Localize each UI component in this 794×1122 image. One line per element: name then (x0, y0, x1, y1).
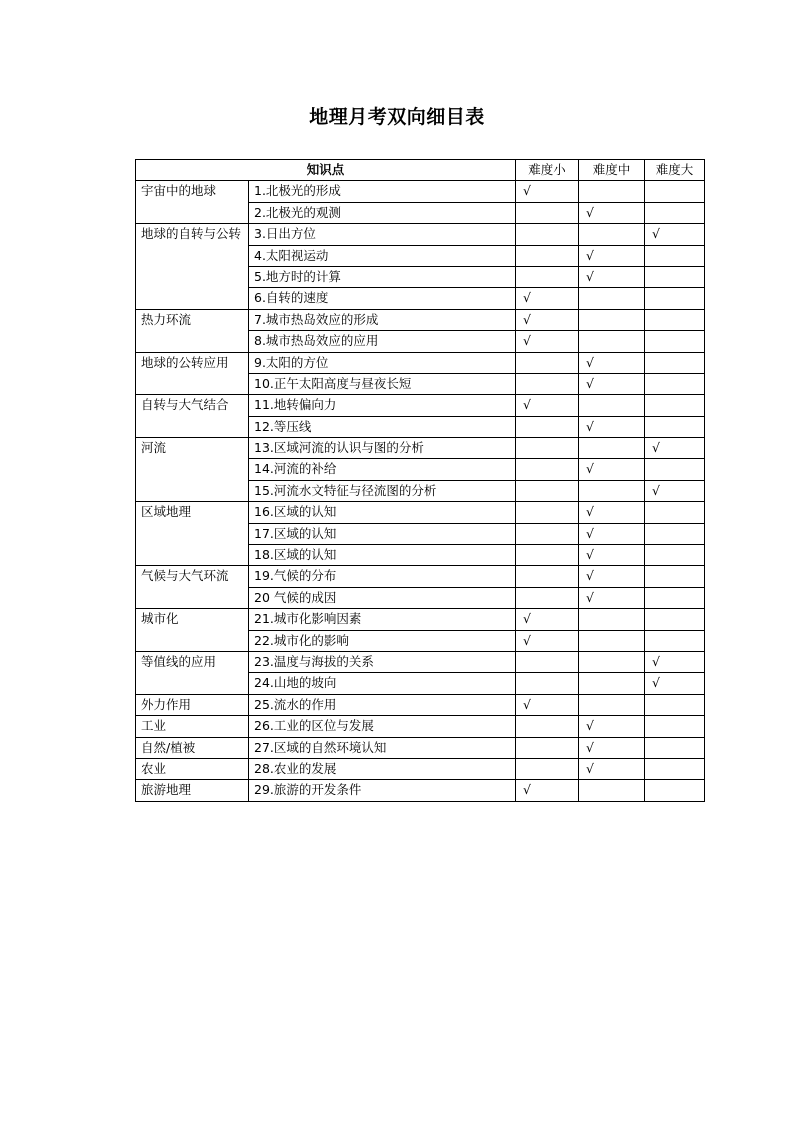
difficulty-easy-cell (516, 266, 579, 287)
difficulty-hard-cell (645, 181, 705, 202)
difficulty-hard-cell (645, 266, 705, 287)
difficulty-medium-cell: √ (579, 737, 645, 758)
difficulty-hard-cell (645, 352, 705, 373)
knowledge-point-cell: 28.农业的发展 (249, 758, 516, 779)
difficulty-easy-cell (516, 758, 579, 779)
difficulty-hard-cell (645, 609, 705, 630)
difficulty-medium-cell (579, 395, 645, 416)
knowledge-point-cell: 21.城市化影响因素 (249, 609, 516, 630)
table-row (136, 651, 705, 672)
topic-cell: 自转与大气结合 (136, 395, 249, 438)
table-row (136, 694, 705, 715)
table-row (136, 309, 705, 330)
table-row (136, 224, 705, 245)
knowledge-point-cell: 14.河流的补给 (249, 459, 516, 480)
difficulty-easy-cell: √ (516, 630, 579, 651)
topic-cell: 工业 (136, 716, 249, 737)
difficulty-easy-cell (516, 502, 579, 523)
topic-cell: 地球的自转与公转 (136, 224, 249, 310)
knowledge-point-cell: 29.旅游的开发条件 (249, 780, 516, 801)
topic-cell: 自然/植被 (136, 737, 249, 758)
difficulty-hard-cell (645, 630, 705, 651)
knowledge-point-cell: 20 气候的成因 (249, 587, 516, 608)
difficulty-easy-cell (516, 373, 579, 394)
difficulty-medium-cell: √ (579, 266, 645, 287)
difficulty-medium-cell: √ (579, 758, 645, 779)
difficulty-hard-cell: √ (645, 651, 705, 672)
difficulty-medium-cell: √ (579, 502, 645, 523)
table-row (136, 438, 705, 459)
knowledge-point-cell: 23.温度与海拔的关系 (249, 651, 516, 672)
difficulty-hard-cell (645, 373, 705, 394)
difficulty-easy-cell (516, 459, 579, 480)
knowledge-point-cell: 11.地转偏向力 (249, 395, 516, 416)
difficulty-hard-cell (645, 288, 705, 309)
difficulty-hard-cell (645, 716, 705, 737)
difficulty-medium-cell: √ (579, 202, 645, 223)
difficulty-easy-cell (516, 545, 579, 566)
difficulty-medium-cell: √ (579, 566, 645, 587)
knowledge-point-cell: 1.北极光的形成 (249, 181, 516, 202)
difficulty-easy-cell (516, 587, 579, 608)
knowledge-point-cell: 16.区域的认知 (249, 502, 516, 523)
table-row (136, 609, 705, 630)
difficulty-easy-cell (516, 566, 579, 587)
difficulty-hard-cell (645, 694, 705, 715)
difficulty-medium-cell: √ (579, 245, 645, 266)
document-title: 地理月考双向细目表 (309, 106, 485, 128)
knowledge-point-cell: 4.太阳视运动 (249, 245, 516, 266)
table-header-row (136, 160, 705, 181)
header-knowledge-point: 知识点 (136, 160, 516, 181)
difficulty-medium-cell (579, 694, 645, 715)
difficulty-easy-cell: √ (516, 181, 579, 202)
knowledge-point-cell: 8.城市热岛效应的应用 (249, 331, 516, 352)
topic-cell: 农业 (136, 758, 249, 779)
difficulty-medium-cell: √ (579, 716, 645, 737)
topic-cell: 城市化 (136, 609, 249, 652)
difficulty-hard-cell (645, 416, 705, 437)
difficulty-medium-cell: √ (579, 523, 645, 544)
difficulty-medium-cell: √ (579, 373, 645, 394)
table-row (136, 737, 705, 758)
difficulty-hard-cell (645, 758, 705, 779)
knowledge-point-cell: 17.区域的认知 (249, 523, 516, 544)
knowledge-point-cell: 6.自转的速度 (249, 288, 516, 309)
difficulty-hard-cell (645, 587, 705, 608)
difficulty-easy-cell: √ (516, 395, 579, 416)
difficulty-medium-cell (579, 224, 645, 245)
table-row (136, 566, 705, 587)
table-row (136, 758, 705, 779)
difficulty-hard-cell: √ (645, 673, 705, 694)
topic-cell: 气候与大气环流 (136, 566, 249, 609)
topic-cell: 河流 (136, 438, 249, 502)
difficulty-easy-cell: √ (516, 780, 579, 801)
table-row (136, 502, 705, 523)
specification-table (135, 159, 705, 802)
difficulty-easy-cell (516, 202, 579, 223)
difficulty-hard-cell (645, 737, 705, 758)
difficulty-hard-cell (645, 309, 705, 330)
table-row (136, 181, 705, 202)
topic-cell: 外力作用 (136, 694, 249, 715)
topic-cell: 等值线的应用 (136, 651, 249, 694)
difficulty-easy-cell (516, 245, 579, 266)
difficulty-medium-cell (579, 438, 645, 459)
knowledge-point-cell: 10.正午太阳高度与昼夜长短 (249, 373, 516, 394)
knowledge-point-cell: 18.区域的认知 (249, 545, 516, 566)
difficulty-hard-cell (645, 331, 705, 352)
knowledge-point-cell: 13.区域河流的认识与图的分析 (249, 438, 516, 459)
table-row (136, 352, 705, 373)
knowledge-point-cell: 19.气候的分布 (249, 566, 516, 587)
difficulty-easy-cell (516, 523, 579, 544)
difficulty-medium-cell: √ (579, 545, 645, 566)
difficulty-hard-cell (645, 245, 705, 266)
difficulty-hard-cell (645, 545, 705, 566)
knowledge-point-cell: 7.城市热岛效应的形成 (249, 309, 516, 330)
difficulty-medium-cell: √ (579, 416, 645, 437)
knowledge-point-cell: 12.等压线 (249, 416, 516, 437)
knowledge-point-cell: 2.北极光的观测 (249, 202, 516, 223)
difficulty-easy-cell (516, 716, 579, 737)
knowledge-point-cell: 27.区域的自然环境认知 (249, 737, 516, 758)
knowledge-point-cell: 25.流水的作用 (249, 694, 516, 715)
difficulty-easy-cell: √ (516, 309, 579, 330)
difficulty-hard-cell (645, 523, 705, 544)
table-row (136, 780, 705, 801)
knowledge-point-cell: 26.工业的区位与发展 (249, 716, 516, 737)
difficulty-hard-cell (645, 459, 705, 480)
difficulty-hard-cell (645, 502, 705, 523)
difficulty-easy-cell: √ (516, 609, 579, 630)
difficulty-hard-cell: √ (645, 224, 705, 245)
difficulty-easy-cell (516, 480, 579, 501)
topic-cell: 热力环流 (136, 309, 249, 352)
difficulty-hard-cell (645, 780, 705, 801)
difficulty-medium-cell: √ (579, 459, 645, 480)
knowledge-point-cell: 5.地方时的计算 (249, 266, 516, 287)
header-difficulty-medium: 难度中 (579, 160, 645, 181)
difficulty-hard-cell: √ (645, 438, 705, 459)
difficulty-easy-cell (516, 224, 579, 245)
topic-cell: 旅游地理 (136, 780, 249, 801)
difficulty-medium-cell (579, 181, 645, 202)
knowledge-point-cell: 15.河流水文特征与径流图的分析 (249, 480, 516, 501)
difficulty-hard-cell: √ (645, 480, 705, 501)
difficulty-medium-cell: √ (579, 352, 645, 373)
difficulty-easy-cell (516, 651, 579, 672)
table-body (136, 181, 705, 801)
header-difficulty-hard: 难度大 (645, 160, 705, 181)
difficulty-easy-cell: √ (516, 331, 579, 352)
header-difficulty-easy: 难度小 (516, 160, 579, 181)
difficulty-medium-cell (579, 309, 645, 330)
difficulty-easy-cell (516, 673, 579, 694)
difficulty-medium-cell: √ (579, 587, 645, 608)
difficulty-easy-cell: √ (516, 694, 579, 715)
difficulty-hard-cell (645, 566, 705, 587)
difficulty-medium-cell (579, 331, 645, 352)
difficulty-easy-cell (516, 438, 579, 459)
difficulty-medium-cell (579, 630, 645, 651)
knowledge-point-cell: 3.日出方位 (249, 224, 516, 245)
difficulty-easy-cell: √ (516, 288, 579, 309)
topic-cell: 区域地理 (136, 502, 249, 566)
difficulty-medium-cell (579, 609, 645, 630)
difficulty-easy-cell (516, 352, 579, 373)
difficulty-easy-cell (516, 416, 579, 437)
difficulty-medium-cell (579, 780, 645, 801)
knowledge-point-cell: 22.城市化的影响 (249, 630, 516, 651)
difficulty-medium-cell (579, 288, 645, 309)
knowledge-point-cell: 9.太阳的方位 (249, 352, 516, 373)
difficulty-medium-cell (579, 651, 645, 672)
difficulty-hard-cell (645, 202, 705, 223)
difficulty-medium-cell (579, 673, 645, 694)
knowledge-point-cell: 24.山地的坡向 (249, 673, 516, 694)
topic-cell: 宇宙中的地球 (136, 181, 249, 224)
table-row (136, 716, 705, 737)
table-row (136, 395, 705, 416)
difficulty-hard-cell (645, 395, 705, 416)
difficulty-medium-cell (579, 480, 645, 501)
topic-cell: 地球的公转应用 (136, 352, 249, 395)
difficulty-easy-cell (516, 737, 579, 758)
